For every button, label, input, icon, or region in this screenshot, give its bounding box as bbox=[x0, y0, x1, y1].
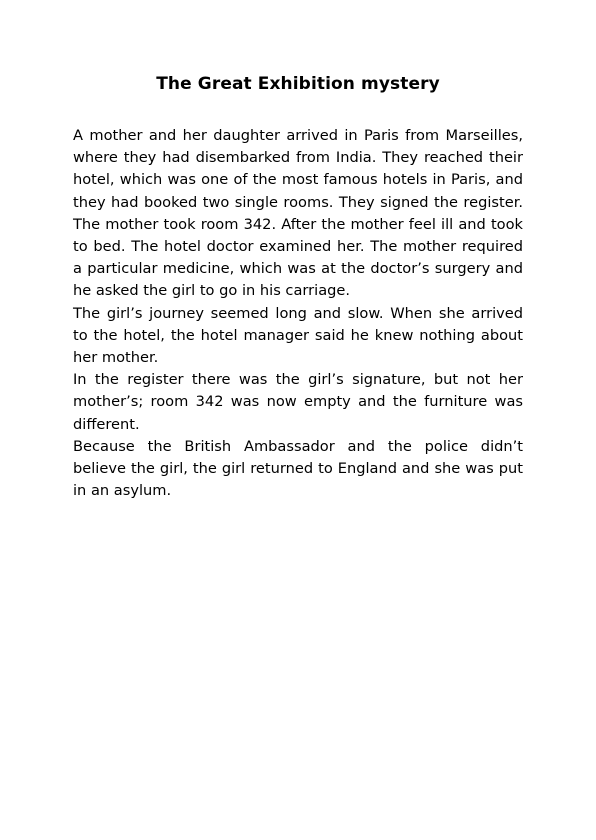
paragraph-arrival: A mother and her daughter arrived in Paris from Marseilles, where they had disembarked from India. They reached their hotel, which was one of the most famous hotels in Paris, and they had booked two single rooms. They signed the register. The mother took room 342. After the mother feel ill and took to bed. The hotel doctor examined her. The mother required a particular medicine, which was at the doctor’s surgery and he asked the girl to go in his carriage. bbox=[73, 127, 523, 300]
document-title: The Great Exhibition mystery bbox=[156, 74, 440, 94]
paragraph-journey: The girl’s journey seemed long and slow. When she arrived to the hotel, the hotel manager said he knew nothing about her mother. bbox=[73, 304, 523, 367]
paragraph-register: In the register there was the girl’s signature, but not her mother’s; room 342 was now empty and the furniture was different. bbox=[73, 371, 523, 433]
document-body bbox=[73, 125, 523, 502]
paragraph-asylum: Because the British Ambassador and the police didn’t believe the girl, the girl returned to England and she was put in an asylum. bbox=[73, 437, 523, 500]
